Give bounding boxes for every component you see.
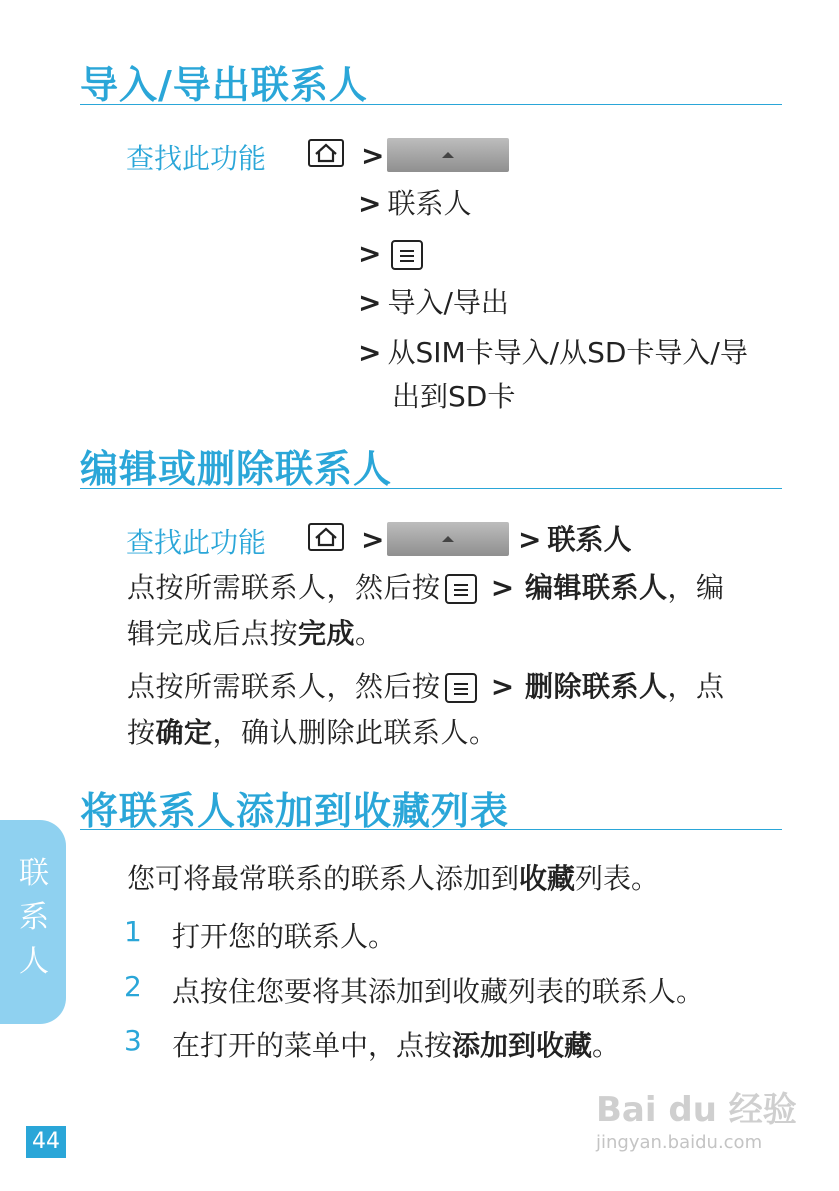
section-rule bbox=[80, 104, 782, 105]
page-number: 44 bbox=[26, 1126, 66, 1158]
home-icon bbox=[308, 139, 344, 167]
app-drawer-button bbox=[387, 138, 509, 172]
section-rule bbox=[80, 829, 782, 830]
menu-icon bbox=[445, 574, 477, 604]
step-number: 3 bbox=[124, 1024, 142, 1057]
section-title-edit-delete: 编辑或删除联系人 bbox=[80, 447, 393, 491]
favorites-intro: 您可将最常联系的联系人添加到收藏列表。 bbox=[127, 862, 660, 895]
chevron-up-icon bbox=[442, 152, 454, 158]
path-step-contacts: > 联系人 bbox=[518, 523, 632, 556]
edit-contact-instruction: 点按所需联系人，然后按 > 编辑联系人，编 辑完成后点按完成。 bbox=[127, 571, 725, 650]
step-number: 1 bbox=[124, 915, 142, 948]
watermark bbox=[596, 1062, 796, 1162]
chevron-up-icon bbox=[442, 536, 454, 542]
step-text: 点按住您要将其添加到收藏列表的联系人。 bbox=[172, 975, 705, 1008]
path-step-import-export: > 导入/导出 bbox=[358, 286, 509, 319]
section-rule bbox=[80, 488, 782, 489]
step-number: 2 bbox=[124, 970, 142, 1003]
path-separator: > bbox=[361, 523, 385, 556]
step-text: 打开您的联系人。 bbox=[172, 920, 397, 953]
path-separator: > bbox=[361, 139, 385, 172]
menu-icon bbox=[391, 240, 423, 270]
section-title-favorites: 将联系人添加到收藏列表 bbox=[80, 789, 510, 833]
app-drawer-button bbox=[387, 522, 509, 556]
path-step-menu: > bbox=[358, 237, 427, 271]
path-step-options: > 从SIM卡导入/从SD卡导入/导 bbox=[358, 336, 748, 369]
find-feature-label: 查找此功能 bbox=[126, 526, 267, 559]
watermark-logo: Bai du 经验 bbox=[596, 1090, 797, 1130]
section-title-import-export: 导入/导出联系人 bbox=[80, 63, 368, 107]
watermark-url: jingyan.baidu.com bbox=[596, 1132, 763, 1153]
find-feature-label: 查找此功能 bbox=[126, 142, 267, 175]
delete-contact-instruction: 点按所需联系人，然后按 > 删除联系人，点 按确定，确认删除此联系人。 bbox=[127, 670, 725, 749]
path-step-contacts: > 联系人 bbox=[358, 187, 472, 220]
step-text: 在打开的菜单中，点按添加到收藏。 bbox=[172, 1029, 621, 1062]
chapter-side-tab-label: 联系人 bbox=[19, 856, 49, 979]
menu-icon bbox=[445, 673, 477, 703]
path-step-options-cont: 出到SD卡 bbox=[392, 380, 516, 413]
home-icon bbox=[308, 523, 344, 551]
